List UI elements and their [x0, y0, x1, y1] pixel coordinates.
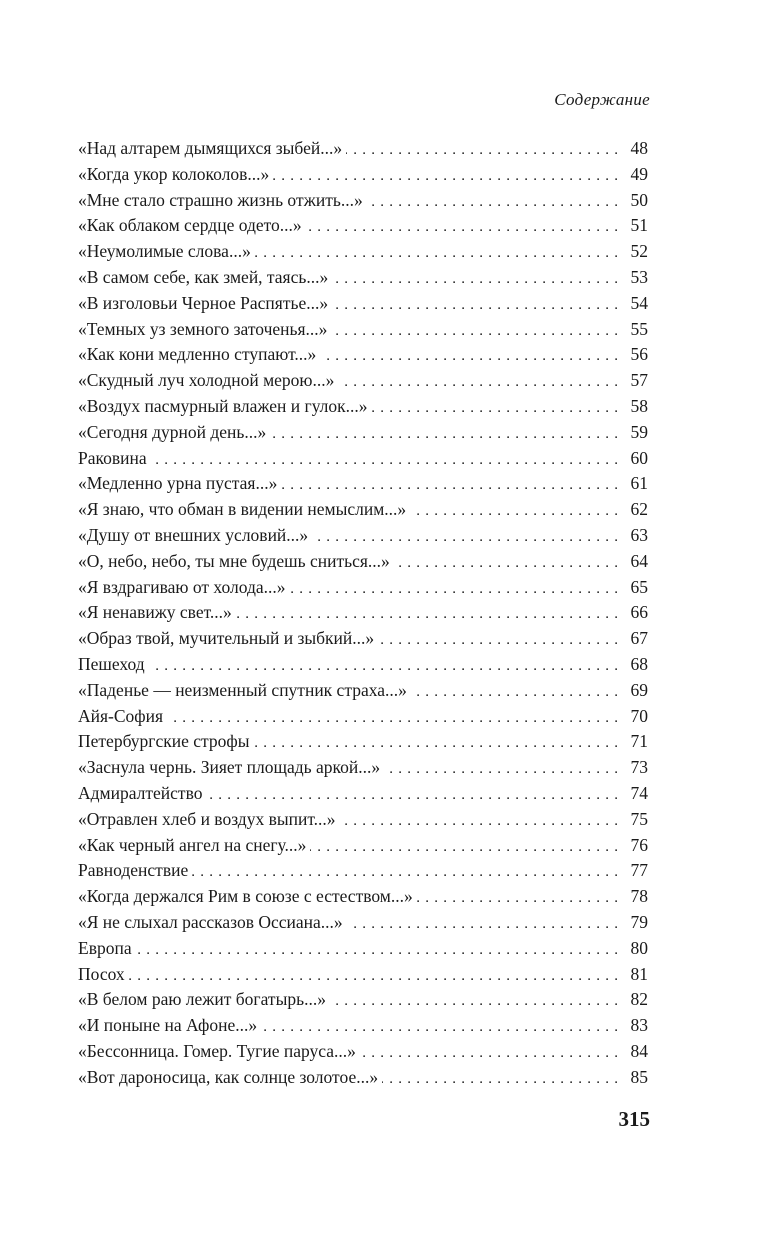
toc-leader-dots	[372, 396, 618, 422]
toc-leader-dots	[129, 964, 618, 990]
toc-entry-title: «И поныне на Афоне...»	[78, 1015, 258, 1036]
toc-entry-page: 48	[630, 138, 648, 158]
toc-leader-dots	[254, 731, 619, 757]
toc-entry-title: «Как черный ангел на снегу...»	[78, 834, 307, 855]
toc-entry	[78, 962, 648, 988]
toc-entry-title: «Неумолимые слова...»	[78, 241, 251, 262]
toc-entry-title: «Паденье — неизменный спутник страха...»	[78, 679, 407, 700]
toc-entry-page: 53	[630, 266, 648, 287]
toc-entry-page: 74	[630, 782, 648, 803]
toc-entry-title: «Мне стало страшно жизнь отжить...»	[78, 189, 363, 210]
toc-entry	[78, 471, 648, 497]
toc-entry	[78, 1013, 648, 1039]
toc-entry	[78, 213, 648, 239]
toc-entry-title: «Когда укор колоколов...»	[78, 163, 270, 184]
toc-entry-title: Пешеход	[78, 653, 145, 674]
toc-leader-dots	[378, 628, 618, 654]
toc-entry-page: 77	[630, 860, 648, 881]
page-number: 315	[618, 1107, 650, 1131]
toc-entry-page: 55	[630, 318, 648, 339]
toc-entry	[78, 704, 648, 730]
toc-leader-dots	[382, 1067, 618, 1093]
toc-entry-title: «Как кони медленно ступают...»	[78, 344, 317, 365]
toc-entry	[78, 600, 648, 626]
toc-leader-dots	[192, 860, 618, 886]
toc-leader-dots	[331, 319, 618, 345]
toc-entry-title: Петербургские строфы	[78, 731, 250, 752]
toc-entry	[78, 1039, 648, 1065]
toc-entry-title: «Отравлен хлеб и воздух выпит...»	[78, 808, 336, 829]
toc-entry-title: Равноденствие	[78, 860, 189, 881]
toc-entry-title: «Медленно урна пустая...»	[78, 473, 278, 494]
toc-leader-dots	[332, 293, 618, 319]
toc-entry	[78, 987, 648, 1013]
toc-entry	[78, 678, 648, 704]
toc-leader-dots	[167, 706, 618, 732]
toc-entry	[78, 136, 648, 162]
toc-entry-title: «Сегодня дурной день...»	[78, 421, 267, 442]
toc-entry-page: 70	[630, 705, 648, 726]
toc-leader-dots	[384, 757, 618, 783]
toc-leader-dots	[281, 473, 618, 499]
toc-entry	[78, 858, 648, 884]
toc-entry-title: «Над алтарем дымящихся зыбей...»	[78, 138, 343, 158]
toc-entry-page: 73	[630, 757, 648, 778]
toc-entry	[78, 446, 648, 472]
toc-entry-page: 71	[630, 731, 648, 752]
toc-leader-dots	[367, 190, 618, 216]
toc-entry-page: 67	[630, 628, 648, 649]
toc-entry-title: «В белом раю лежит богатырь...»	[78, 989, 326, 1010]
toc-entry	[78, 420, 648, 446]
toc-entry	[78, 1065, 648, 1091]
toc-entry-title: «Вот дароносица, как солнце золотое...»	[78, 1066, 379, 1087]
toc-entry	[78, 729, 648, 755]
toc-entry-title: «О, небо, небо, ты мне будешь сниться...»	[78, 550, 390, 571]
toc-leader-dots	[410, 499, 618, 525]
toc-leader-dots	[136, 938, 618, 964]
toc-entry-page: 65	[630, 576, 648, 597]
toc-entry-page: 57	[630, 370, 648, 391]
toc-leader-dots	[312, 525, 618, 551]
toc-leader-dots	[310, 835, 618, 861]
toc-entry-page: 49	[630, 163, 648, 184]
toc-leader-dots	[151, 448, 618, 474]
toc-entry-title: «В изголовьи Черное Распятье...»	[78, 292, 329, 313]
toc-entry-title: Европа	[78, 937, 132, 958]
toc-entry-title: «Я вздрагиваю от холода...»	[78, 576, 286, 597]
toc-entry-title: «Как облаком сердце одето...»	[78, 215, 302, 236]
toc-entry-page: 79	[630, 911, 648, 932]
toc-entry-page: 54	[630, 292, 648, 313]
toc-entry-title: Адмиралтейство	[78, 782, 203, 803]
toc-leader-dots	[411, 680, 618, 706]
toc-leader-dots	[149, 654, 618, 680]
toc-leader-dots	[206, 783, 618, 809]
toc-leader-dots	[338, 370, 618, 396]
toc-entry-page: 56	[630, 344, 648, 365]
toc-entry-page: 69	[630, 679, 648, 700]
toc-entry-page: 63	[630, 524, 648, 545]
toc-entry-title: Раковина	[78, 447, 147, 468]
toc-entry-title: «В самом себе, как змей, таясь...»	[78, 266, 329, 287]
running-head: Содержание	[554, 90, 650, 109]
toc-entry	[78, 317, 648, 343]
toc-entry-title: «Я не слыхал рассказов Оссиана...»	[78, 911, 343, 932]
toc-leader-dots	[236, 602, 618, 628]
toc-entry	[78, 239, 648, 265]
toc-entry	[78, 807, 648, 833]
toc-entry-page: 85	[630, 1066, 648, 1087]
toc-entry-page: 60	[630, 447, 648, 468]
toc-entry	[78, 575, 648, 601]
toc-entry-title: Айя-София	[78, 705, 164, 726]
toc-entry-title: «Темных уз земного заточенья...»	[78, 318, 328, 339]
toc-entry-title: «Бессонница. Гомер. Тугие паруса...»	[78, 1040, 356, 1061]
toc-entry-page: 52	[630, 241, 648, 262]
toc-entry	[78, 549, 648, 575]
toc-entry	[78, 833, 648, 859]
toc-entry-title: «Образ твой, мучительный и зыбкий...»	[78, 628, 375, 649]
toc-entry	[78, 497, 648, 523]
toc-entry-title: «Заснула чернь. Зияет площадь аркой...»	[78, 757, 381, 778]
toc-leader-dots	[290, 577, 618, 603]
toc-entry-page: 51	[630, 215, 648, 236]
toc-entry-title: «Воздух пасмурный влажен и гулок...»	[78, 395, 368, 416]
toc-entry-page: 59	[630, 421, 648, 442]
toc-entry	[78, 910, 648, 936]
toc-leader-dots	[330, 989, 618, 1015]
toc-entry	[78, 368, 648, 394]
toc-entry-page: 75	[630, 808, 648, 829]
toc-leader-dots	[360, 1041, 618, 1067]
toc-entry	[78, 342, 648, 368]
toc-entry	[78, 291, 648, 317]
toc-entry-page: 82	[630, 989, 648, 1010]
toc-entry	[78, 188, 648, 214]
toc-entry	[78, 884, 648, 910]
toc-leader-dots	[332, 267, 618, 293]
toc-entry-page: 62	[630, 499, 648, 520]
toc-leader-dots	[417, 886, 618, 912]
toc-entry	[78, 394, 648, 420]
toc-entry-page: 81	[630, 963, 648, 984]
toc-entry-title: «Я знаю, что обман в видении немыслим...»	[78, 499, 407, 520]
toc-entry	[78, 781, 648, 807]
toc-entry-page: 50	[630, 189, 648, 210]
toc-entry-page: 66	[630, 602, 648, 623]
toc-entry-page: 78	[630, 886, 648, 907]
toc-entry-page: 61	[630, 473, 648, 494]
toc-entry-title: «Когда держался Рим в союзе с естеством...»	[78, 886, 413, 907]
toc-entry	[78, 523, 648, 549]
toc-entry-page: 80	[630, 937, 648, 958]
toc-entry-page: 76	[630, 834, 648, 855]
toc-entry-page: 83	[630, 1015, 648, 1036]
toc-entry-title: «Я ненавижу свет...»	[78, 602, 232, 623]
toc-leader-dots	[261, 1015, 618, 1041]
toc-entry	[78, 652, 648, 678]
table-of-contents	[78, 136, 648, 1090]
toc-entry	[78, 265, 648, 291]
toc-entry	[78, 162, 648, 188]
toc-leader-dots	[255, 241, 618, 267]
toc-entry-page: 64	[630, 550, 648, 571]
toc-leader-dots	[394, 551, 618, 577]
toc-leader-dots	[340, 809, 618, 835]
toc-leader-dots	[347, 912, 618, 938]
toc-entry-title: «Скудный луч холодной мерою...»	[78, 370, 335, 391]
toc-entry-title: Посох	[78, 963, 125, 984]
toc-entry-page: 58	[630, 395, 648, 416]
toc-leader-dots	[320, 344, 618, 370]
toc-leader-dots	[270, 422, 618, 448]
toc-entry-page: 68	[630, 653, 648, 674]
toc-entry	[78, 755, 648, 781]
toc-entry	[78, 626, 648, 652]
toc-leader-dots	[346, 138, 618, 164]
toc-leader-dots	[273, 164, 618, 190]
toc-leader-dots	[306, 215, 618, 241]
toc-entry	[78, 936, 648, 962]
toc-entry-page: 84	[630, 1040, 648, 1061]
toc-entry-title: «Душу от внешних условий...»	[78, 524, 309, 545]
